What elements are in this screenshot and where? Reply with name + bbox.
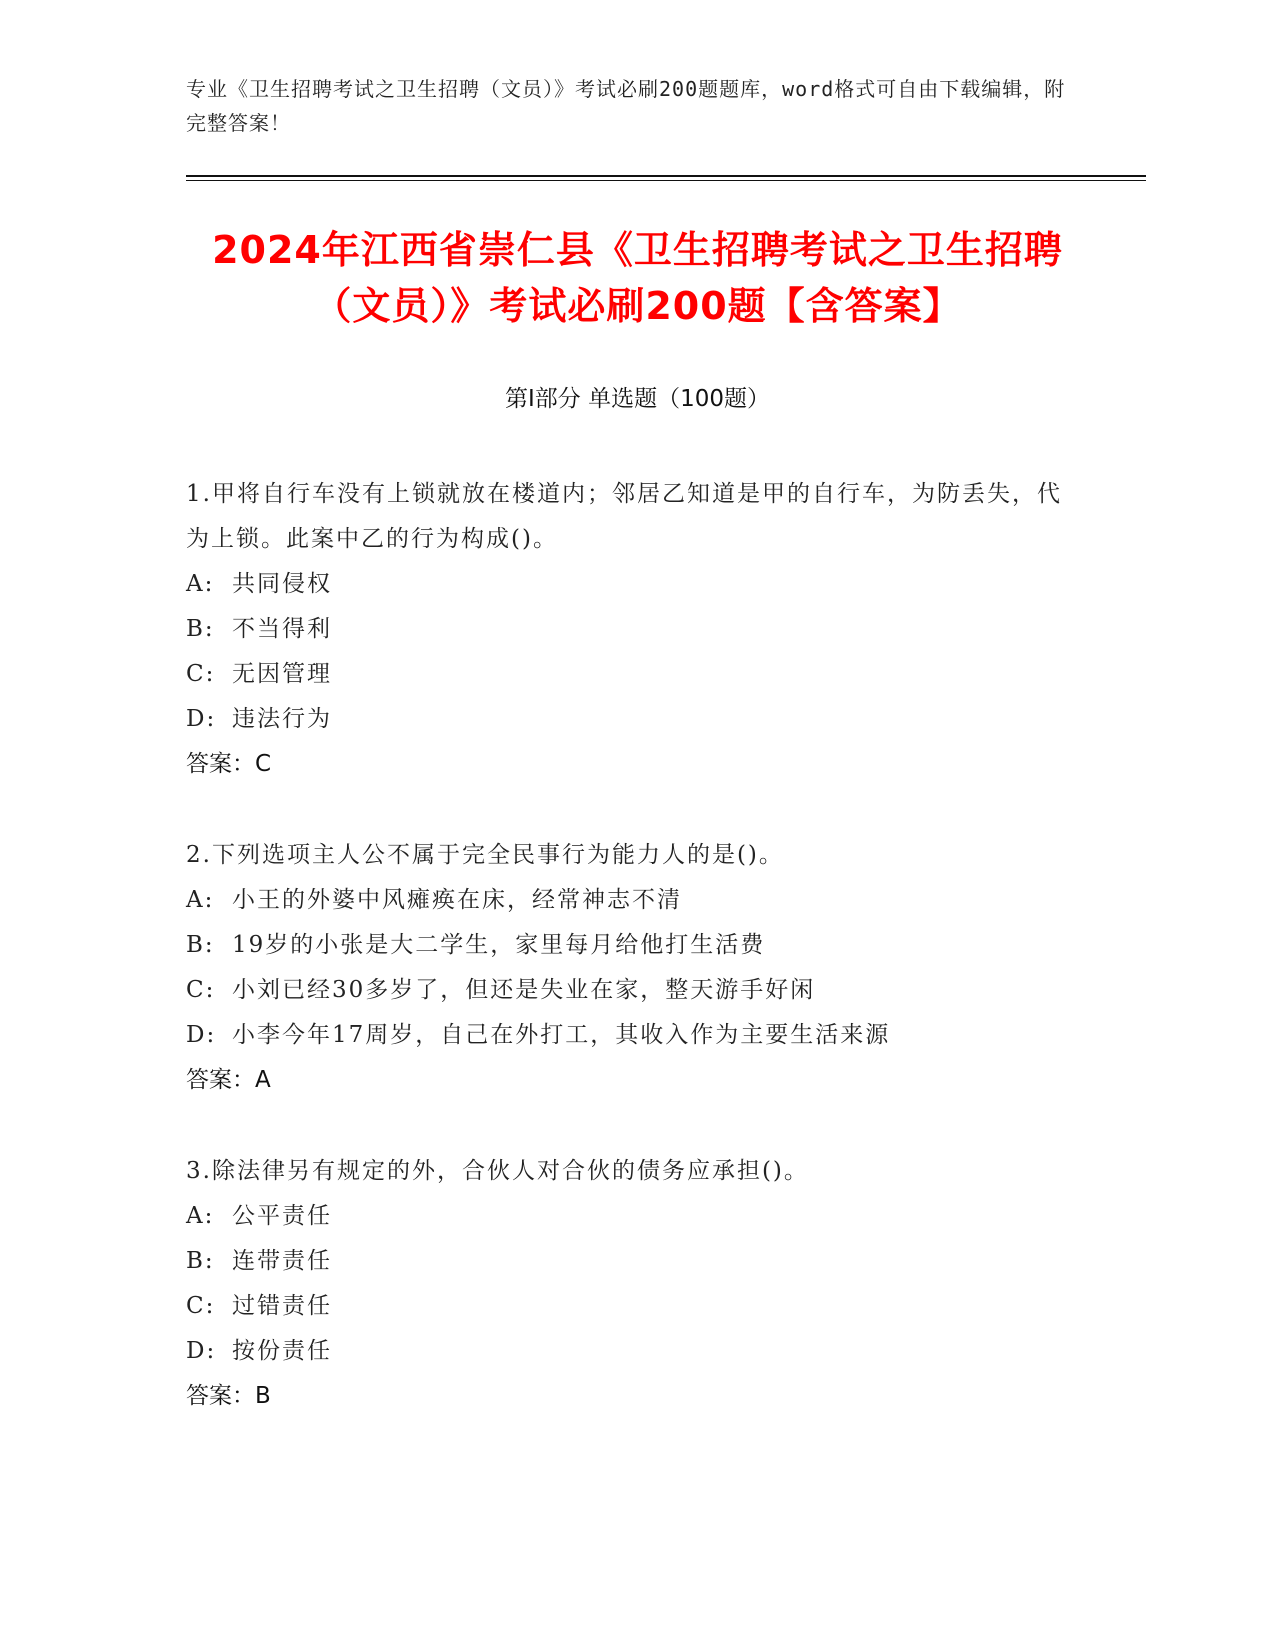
answer-line: 答案：A xyxy=(186,1067,271,1093)
option-text: 共同侵权 xyxy=(232,571,332,597)
option-text: 小李今年17周岁，自己在外打工，其收入作为主要生活来源 xyxy=(232,1022,891,1048)
question-text: 2.下列选项主人公不属于完全民事行为能力人的是()。 xyxy=(186,842,784,868)
option-b xyxy=(186,607,1086,652)
option-key: C: xyxy=(186,1293,216,1319)
question-2 xyxy=(186,833,1086,1103)
option-key: A: xyxy=(186,887,215,913)
option-key: B: xyxy=(186,1248,215,1274)
option-text: 无因管理 xyxy=(232,661,332,687)
option-text: 公平责任 xyxy=(232,1203,332,1229)
option-key: D: xyxy=(186,706,217,732)
option-d xyxy=(186,1013,1086,1058)
option-text: 连带责任 xyxy=(232,1248,332,1274)
option-text: 违法行为 xyxy=(232,706,332,732)
option-text: 19岁的小张是大二学生，家里每月给他打生活费 xyxy=(232,932,766,958)
option-a xyxy=(186,878,1086,923)
option-b xyxy=(186,1239,1086,1284)
option-d xyxy=(186,697,1086,742)
option-text: 不当得利 xyxy=(232,616,332,642)
option-c xyxy=(186,1284,1086,1329)
question-3 xyxy=(186,1149,1086,1419)
answer-line: 答案：C xyxy=(186,751,272,777)
option-d xyxy=(186,1329,1086,1374)
option-key: A: xyxy=(186,571,215,597)
option-text: 小刘已经30多岁了，但还是失业在家，整天游手好闲 xyxy=(232,977,816,1003)
option-key: A: xyxy=(186,1203,215,1229)
option-text: 小王的外婆中风瘫痪在床，经常神志不清 xyxy=(232,887,682,913)
option-key: C: xyxy=(186,977,216,1003)
option-key: B: xyxy=(186,616,215,642)
option-b xyxy=(186,923,1086,968)
question-text: 1.甲将自行车没有上锁就放在楼道内；邻居乙知道是甲的自行车，为防丢失，代为上锁。此案中乙的行为构成()。 xyxy=(186,481,1062,552)
header-divider-thin xyxy=(186,180,1146,181)
question-text: 3.除法律另有规定的外，合伙人对合伙的债务应承担()。 xyxy=(186,1158,809,1184)
option-a xyxy=(186,1194,1086,1239)
option-key: B: xyxy=(186,932,215,958)
option-text: 过错责任 xyxy=(232,1293,332,1319)
answer-line: 答案：B xyxy=(186,1383,271,1409)
question-1 xyxy=(186,472,1086,787)
option-a xyxy=(186,562,1086,607)
section-heading: 第Ⅰ部分 单选题（100题） xyxy=(505,386,770,412)
header-divider-thick xyxy=(186,175,1146,177)
option-c xyxy=(186,652,1086,697)
option-key: D: xyxy=(186,1022,217,1048)
option-key: D: xyxy=(186,1338,217,1364)
document-title: 2024年江西省崇仁县《卫生招聘考试之卫生招聘（文员）》考试必刷200题【含答案】 xyxy=(212,228,1063,328)
question-list xyxy=(186,472,1086,1465)
option-key: C: xyxy=(186,661,216,687)
option-text: 按份责任 xyxy=(232,1338,332,1364)
header-note: 专业《卫生招聘考试之卫生招聘（文员）》考试必刷200题题库，word格式可自由下载编辑，附完整答案！ xyxy=(186,77,1066,135)
option-c xyxy=(186,968,1086,1013)
